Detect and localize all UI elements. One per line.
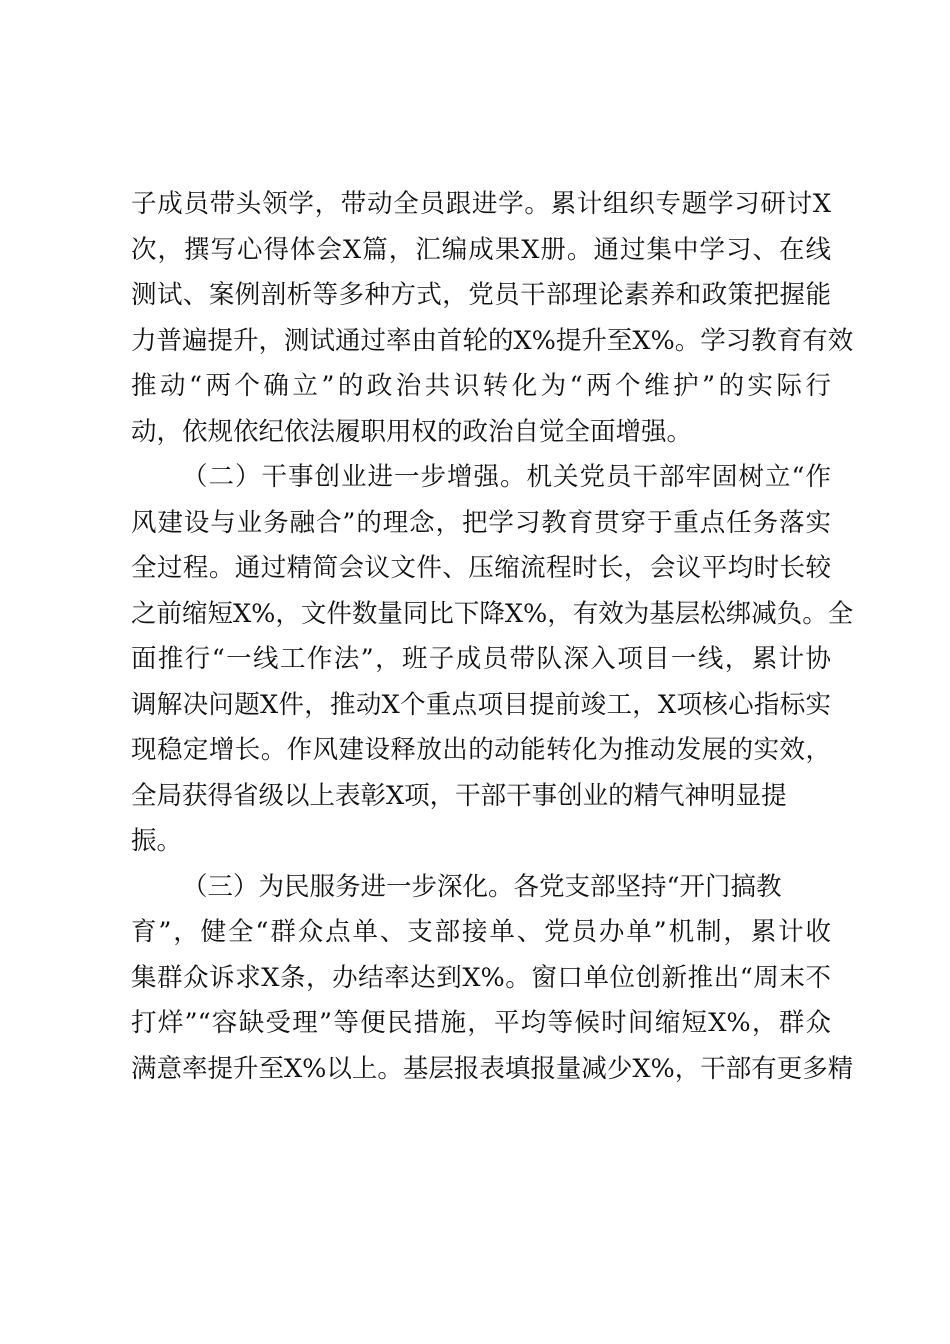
text-line: 次，撰写心得体会X篇，汇编成果X册。通过集中学习、在线 <box>131 234 831 265</box>
text-line: 动，依规依纪依法履职用权的政治自觉全面增强。 <box>131 416 693 447</box>
text-line: 之前缩短X%，文件数量同比下降X%，有效为基层松绑减负。全 <box>131 598 854 629</box>
text-line: （三）为民服务进一步深化。各党支部坚持“开门搞教 <box>182 871 782 902</box>
paragraph-2 <box>131 455 854 865</box>
text-line: 测试、案例剖析等多种方式，党员干部理论素养和政策把握能 <box>131 280 831 310</box>
text-line: 育”，健全“群众点单、支部接单、党员办单”机制，累计收 <box>131 917 831 947</box>
text-line: 满意率提升至X%以上。基层报表填报量减少X%，干部有更多精 <box>131 1053 854 1084</box>
text-line: 面推行“一线工作法”，班子成员带队深入项目一线，累计协 <box>131 644 831 674</box>
text-line: 推动“两个确立”的政治共识转化为“两个维护”的实际行 <box>131 371 831 401</box>
text-line: 打烊”“容缺受理”等便民措施，平均等候时间缩短X%，群众 <box>131 1008 831 1038</box>
text-line: 风建设与业务融合”的理念，把学习教育贯穿于重点任务落实 <box>131 507 831 538</box>
document-body <box>131 182 854 1092</box>
paragraph-1 <box>131 182 854 455</box>
text-line: 子成员带头领学，带动全员跟进学。累计组织专题学习研讨X <box>131 189 831 219</box>
text-line: 振。 <box>131 826 183 856</box>
paragraph-3 <box>131 865 854 1093</box>
text-line: 力普遍提升，测试通过率由首轮的X%提升至X%。学习教育有效 <box>131 325 854 356</box>
text-line: 调解决问题X件，推动X个重点项目提前竣工，X项核心指标实 <box>131 689 831 720</box>
text-line: 全过程。通过精简会议文件、压缩流程时长，会议平均时长较 <box>131 553 831 583</box>
text-line: 集群众诉求X条，办结率达到X%。窗口单位创新推出“周末不 <box>131 962 831 993</box>
text-line: 现稳定增长。作风建设释放出的动能转化为推动发展的实效， <box>131 735 831 765</box>
text-line: （二）干事创业进一步增强。机关党员干部牢固树立“作 <box>182 462 831 492</box>
text-line: 全局获得省级以上表彰X项，干部干事创业的精气神明显提 <box>131 780 787 811</box>
